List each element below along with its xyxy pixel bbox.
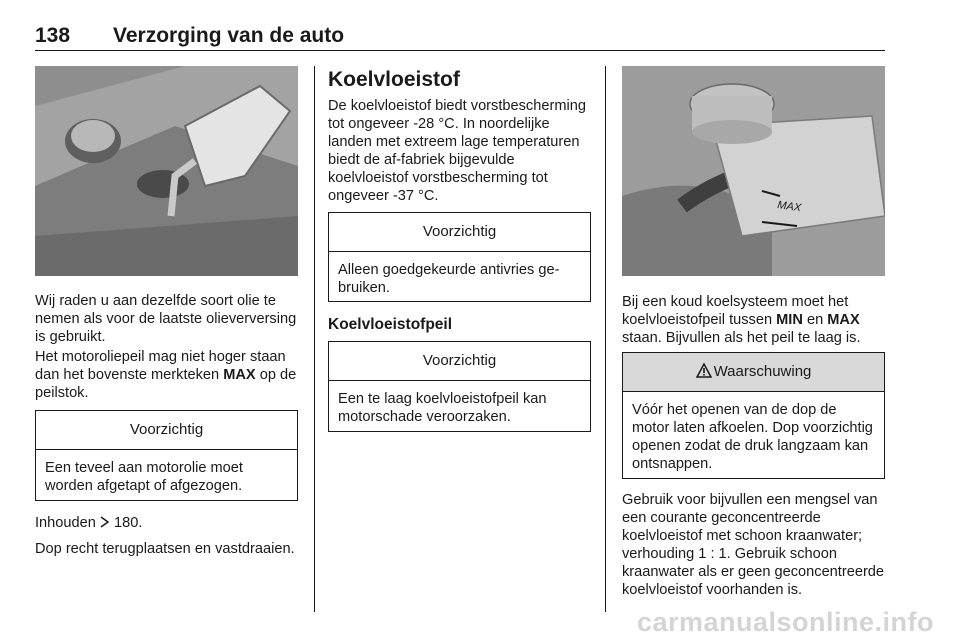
max-mark: MAX [827, 312, 860, 328]
oil-recommendation-text: Wij raden u aan dezelfde soort olie te nemen als voor de laatste olieverversing is gebruikt. [35, 293, 297, 345]
coolant-mix-text: Gebruik voor bijvullen een mengsel van een courante geconcentreerde koelvloeistof met schoon kraanwater; verhouding 1 : 1. Gebruik schoon kraanwater als er geen geconcentreerde koelvloeistof voorhanden is. [622, 492, 885, 598]
column-divider-1 [314, 66, 315, 612]
caution-title: Voorzichtig [36, 411, 297, 450]
page-number: 138 [35, 24, 71, 47]
section-title-coolant: Koelvloeistof [328, 68, 460, 91]
antifreeze-caution-box [328, 212, 591, 302]
oil-caution-box [35, 410, 298, 501]
caution-title: Voorzichtig [329, 213, 590, 252]
warning-triangle-icon [696, 363, 712, 378]
caution-text: Een teveel aan motorolie moet worden afgetapt of afgezogen. [45, 460, 243, 494]
caution-text: Alleen goedgekeurde antivries gebruiken. [338, 262, 560, 296]
oil-level-text [35, 348, 300, 402]
coolant-level-text-end: staan. Bijvullen als het peil te laag is. [622, 330, 861, 346]
min-mark: MIN [776, 312, 803, 328]
coolant-level-subhead: Koelvloeistofpeil [328, 316, 453, 333]
max-mark-figure-label: MAX [776, 199, 802, 215]
page-header [35, 24, 885, 52]
column-divider-2 [605, 66, 606, 612]
capacity-label: Inhouden [35, 515, 100, 531]
header-rule [35, 50, 885, 51]
coolant-level-text [622, 293, 887, 347]
warning-box [622, 352, 885, 479]
engine-oil-fill-figure [35, 66, 298, 276]
page-title: Verzorging van de auto [113, 24, 345, 47]
coolant-reservoir-figure [622, 66, 885, 276]
watermark: carmanualsonline.info [636, 607, 934, 637]
warning-text: Vóór het openen van de dop de motor laten afkoelen. Dop voorzichtig openen zodat de druk langzaam kan ontsnappen. [632, 402, 873, 472]
coolant-level-caution-box [328, 341, 591, 432]
coolant-level-text-part: Bij een koud koelsysteem moet het koelvloeistofpeil tussen [622, 294, 849, 328]
capacity-page-link[interactable]: 180. [109, 515, 143, 531]
coolant-level-text-en: en [802, 312, 828, 328]
warning-header [623, 353, 884, 392]
caution-title: Voorzichtig [329, 342, 590, 381]
caution-text: Een te laag koelvloeistofpeil kan motorschade veroorzaken. [338, 391, 547, 425]
coolant-intro-text: De koelvloeistof biedt vorstbescherming tot ongeveer -28 °C. In noordelijke landen met extreem lage temperaturen biedt de af-fabriek bijgevulde koelvloeistof vorstbescherming tot ongeveer -37 °C. [328, 98, 586, 204]
warning-title: Waarschuwing [713, 363, 812, 380]
cap-replace-text: Dop recht terugplaatsen en vastdraaien. [35, 541, 295, 557]
max-mark: MAX [223, 367, 256, 383]
capacity-reference [35, 514, 300, 532]
oil-level-text-end: op de peilstok. [35, 367, 297, 401]
oil-level-text-part: Het motoroliepeil mag niet hoger staan dan het bovenste merkteken [35, 349, 286, 383]
page-ref-arrow-icon [100, 516, 110, 528]
